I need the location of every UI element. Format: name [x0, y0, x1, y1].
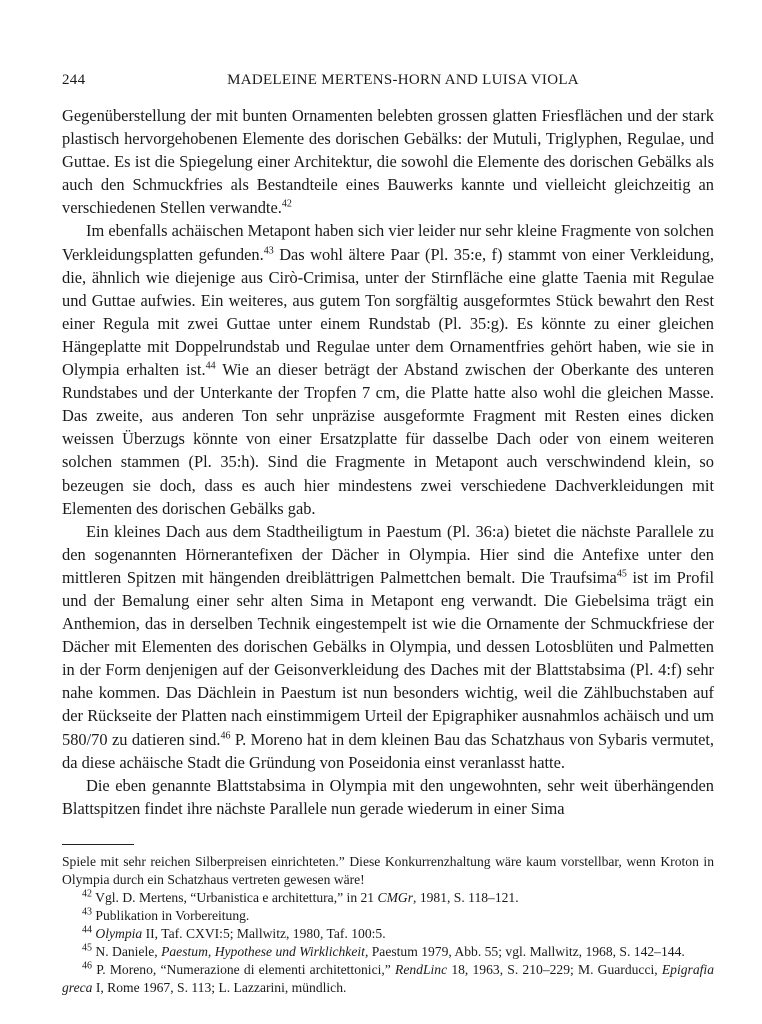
footnote-continuation: Spiele mit sehr reichen Silberpreisen einrichteten.” Diese Konkurrenzhaltung wäre kaum vorstellbar, wenn Kroton in Olympia durch ein Schatzhaus vertreten gewesen wäre! [62, 853, 714, 887]
paragraph-4: Die eben genannte Blattstabsima in Olympia mit den ungewohnten, sehr weit überhängenden Blattspitzen findet ihre nächste Parallele nun gerade wiederum in einer Sima [62, 775, 714, 818]
footnote-divider [62, 844, 134, 845]
footnote-44: $^{44}$ Olympia II, Taf. CXVI:5; Mallwitz, 1980, Taf. 100:5. [82, 924, 386, 941]
footnote-ref: 44 [205, 360, 216, 372]
footnote-46: $^{46}$ P. Moreno, “Numerazione di elementi architettonici,” RendLinc 18, 1963, S. 210–229; M. Guarducci, Epigrafia greca I, Rome 1967, S. 113; L. Lazzarini, mündlich. [62, 960, 714, 995]
footnote-ref: 46 [220, 730, 231, 742]
running-head-authors: MADELEINE MERTENS-HORN AND LUISA VIOLA [227, 72, 579, 88]
footnote-42: $^{42}$ Vgl. D. Mertens, “Urbanistica e architettura,” in 21 CMGr, 1981, S. 118–121. [82, 888, 519, 905]
body-text [62, 104, 714, 820]
footnote-ref: 43 [263, 245, 274, 257]
footnote-ref: 42 [281, 198, 292, 210]
paragraph-1: Gegenüberstellung der mit bunten Ornamenten belebten grossen glatten Friesflächen und der stark plastisch hervorgehobenen Elemente des dorischen Gebälks: der Mutuli, Triglyphen, Regulae, und Guttae. Es ist die Spiegelung einer Architektur, die sowohl die Elemente des dorischen Gebälks als auch den Schmuckfries als Bestandteile eines Bauwerks kannte und vielleicht gleichzeitig an verschiedenen Stellen verwandte.$^{42}$ [62, 106, 714, 218]
footnotes [62, 853, 714, 997]
paragraph-2: Im ebenfalls achäischen Metapont haben sich vier leider nur sehr kleine Fragmente von solchen Verkleidungsplatten gefunden.$^{43}$ Das wohl ältere Paar (Pl. 35:e, f) stammt von einer Verkleidung, die, ähnlich wie diejenige aus Cirò-Crimisa, unter der Stirnfläche eine glatte Taenia mit Regulae und Guttae aufwies. Ein weiteres, aus gutem Ton sorgfältig ausgeformtes Stück bewahrt den Rest einer Regula mit zwei Guttae unter einem Rundstab (Pl. 35:g). Es könnte zu einer gleichen Hängeplatte mit Doppelrundstab und Regulae unter dem Ornamentfries gehört haben, wie sie in Olympia erhalten ist.$^{44}$ Wie an dieser beträgt der Abstand zwischen der Oberkante des unteren Rundstabes und der Unterkante der Tropfen 7 cm, die Platte hatte also wohl die gleichen Masse. Das zweite, aus anderen Ton sehr unpräzise ausgeformte Fragment mit Resten eines dicken weissen Überzugs könnte von einer Ersatzplatte für dasselbe Dach oder von einem weiteren solchen stammen (Pl. 35:h). Sind die Fragmente in Metapont auch verschwindend klein, so bezeugen sie doch, dass es auch hier mindestens zwei verschiedene Dachverkleidungen mit Elementen des dorischen Gebälks gab. [62, 221, 715, 518]
paragraph-3: Ein kleines Dach aus dem Stadtheiligtum in Paestum (Pl. 36:a) bietet die nächste Parallele zu den sogenannten Hörnerantefixen der Dächer in Olympia. Hier sind die Antefixe unter den mittleren Spitzen mit hängenden dreiblättrigen Palmettchen bemalt. Die Traufsima$^{45}$ ist im Profil und der Bemalung einer sehr alten Sima in Metapont eng verwandt. Die Giebelsima trägt ein Anthemion, das in derselben Technik eingestempelt ist wie die Ornamente der Schmuckfriese der Dächer mit Elementen des dorischen Gebälks in Olympia, und dessen Lotosblüten und Palmetten in der Form denjenigen auf der Geisonverkleidung des Daches mit der Blattstabsima (Pl. 4:f) sehr nahe kommen. Das Dächlein in Paestum ist nun besonders wichtig, weil die Zählbuchstaben auf der Rückseite der Platten nach einstimmigem Urteil der Epigraphiker ausnahmlos achäisch und um 580/70 zu datieren sind.$^{46}$ P. Moreno hat in dem kleinen Bau das Schatzhaus von Sybaris vermutet, da diese achäische Stadt die Gründung von Poseidonia einst veranlasst hatte. [62, 521, 715, 772]
footnote-43: $^{43}$ Publikation in Vorbereitung. [82, 906, 250, 923]
page-number: 244 [62, 72, 86, 88]
running-header [62, 72, 714, 96]
footnote-ref: 45 [616, 568, 627, 580]
page [62, 72, 714, 997]
footnote-45: $^{45}$ N. Daniele, Paestum, Hypothese und Wirklichkeit, Paestum 1979, Abb. 55; vgl. Mallwitz, 1968, S. 142–144. [82, 942, 685, 959]
